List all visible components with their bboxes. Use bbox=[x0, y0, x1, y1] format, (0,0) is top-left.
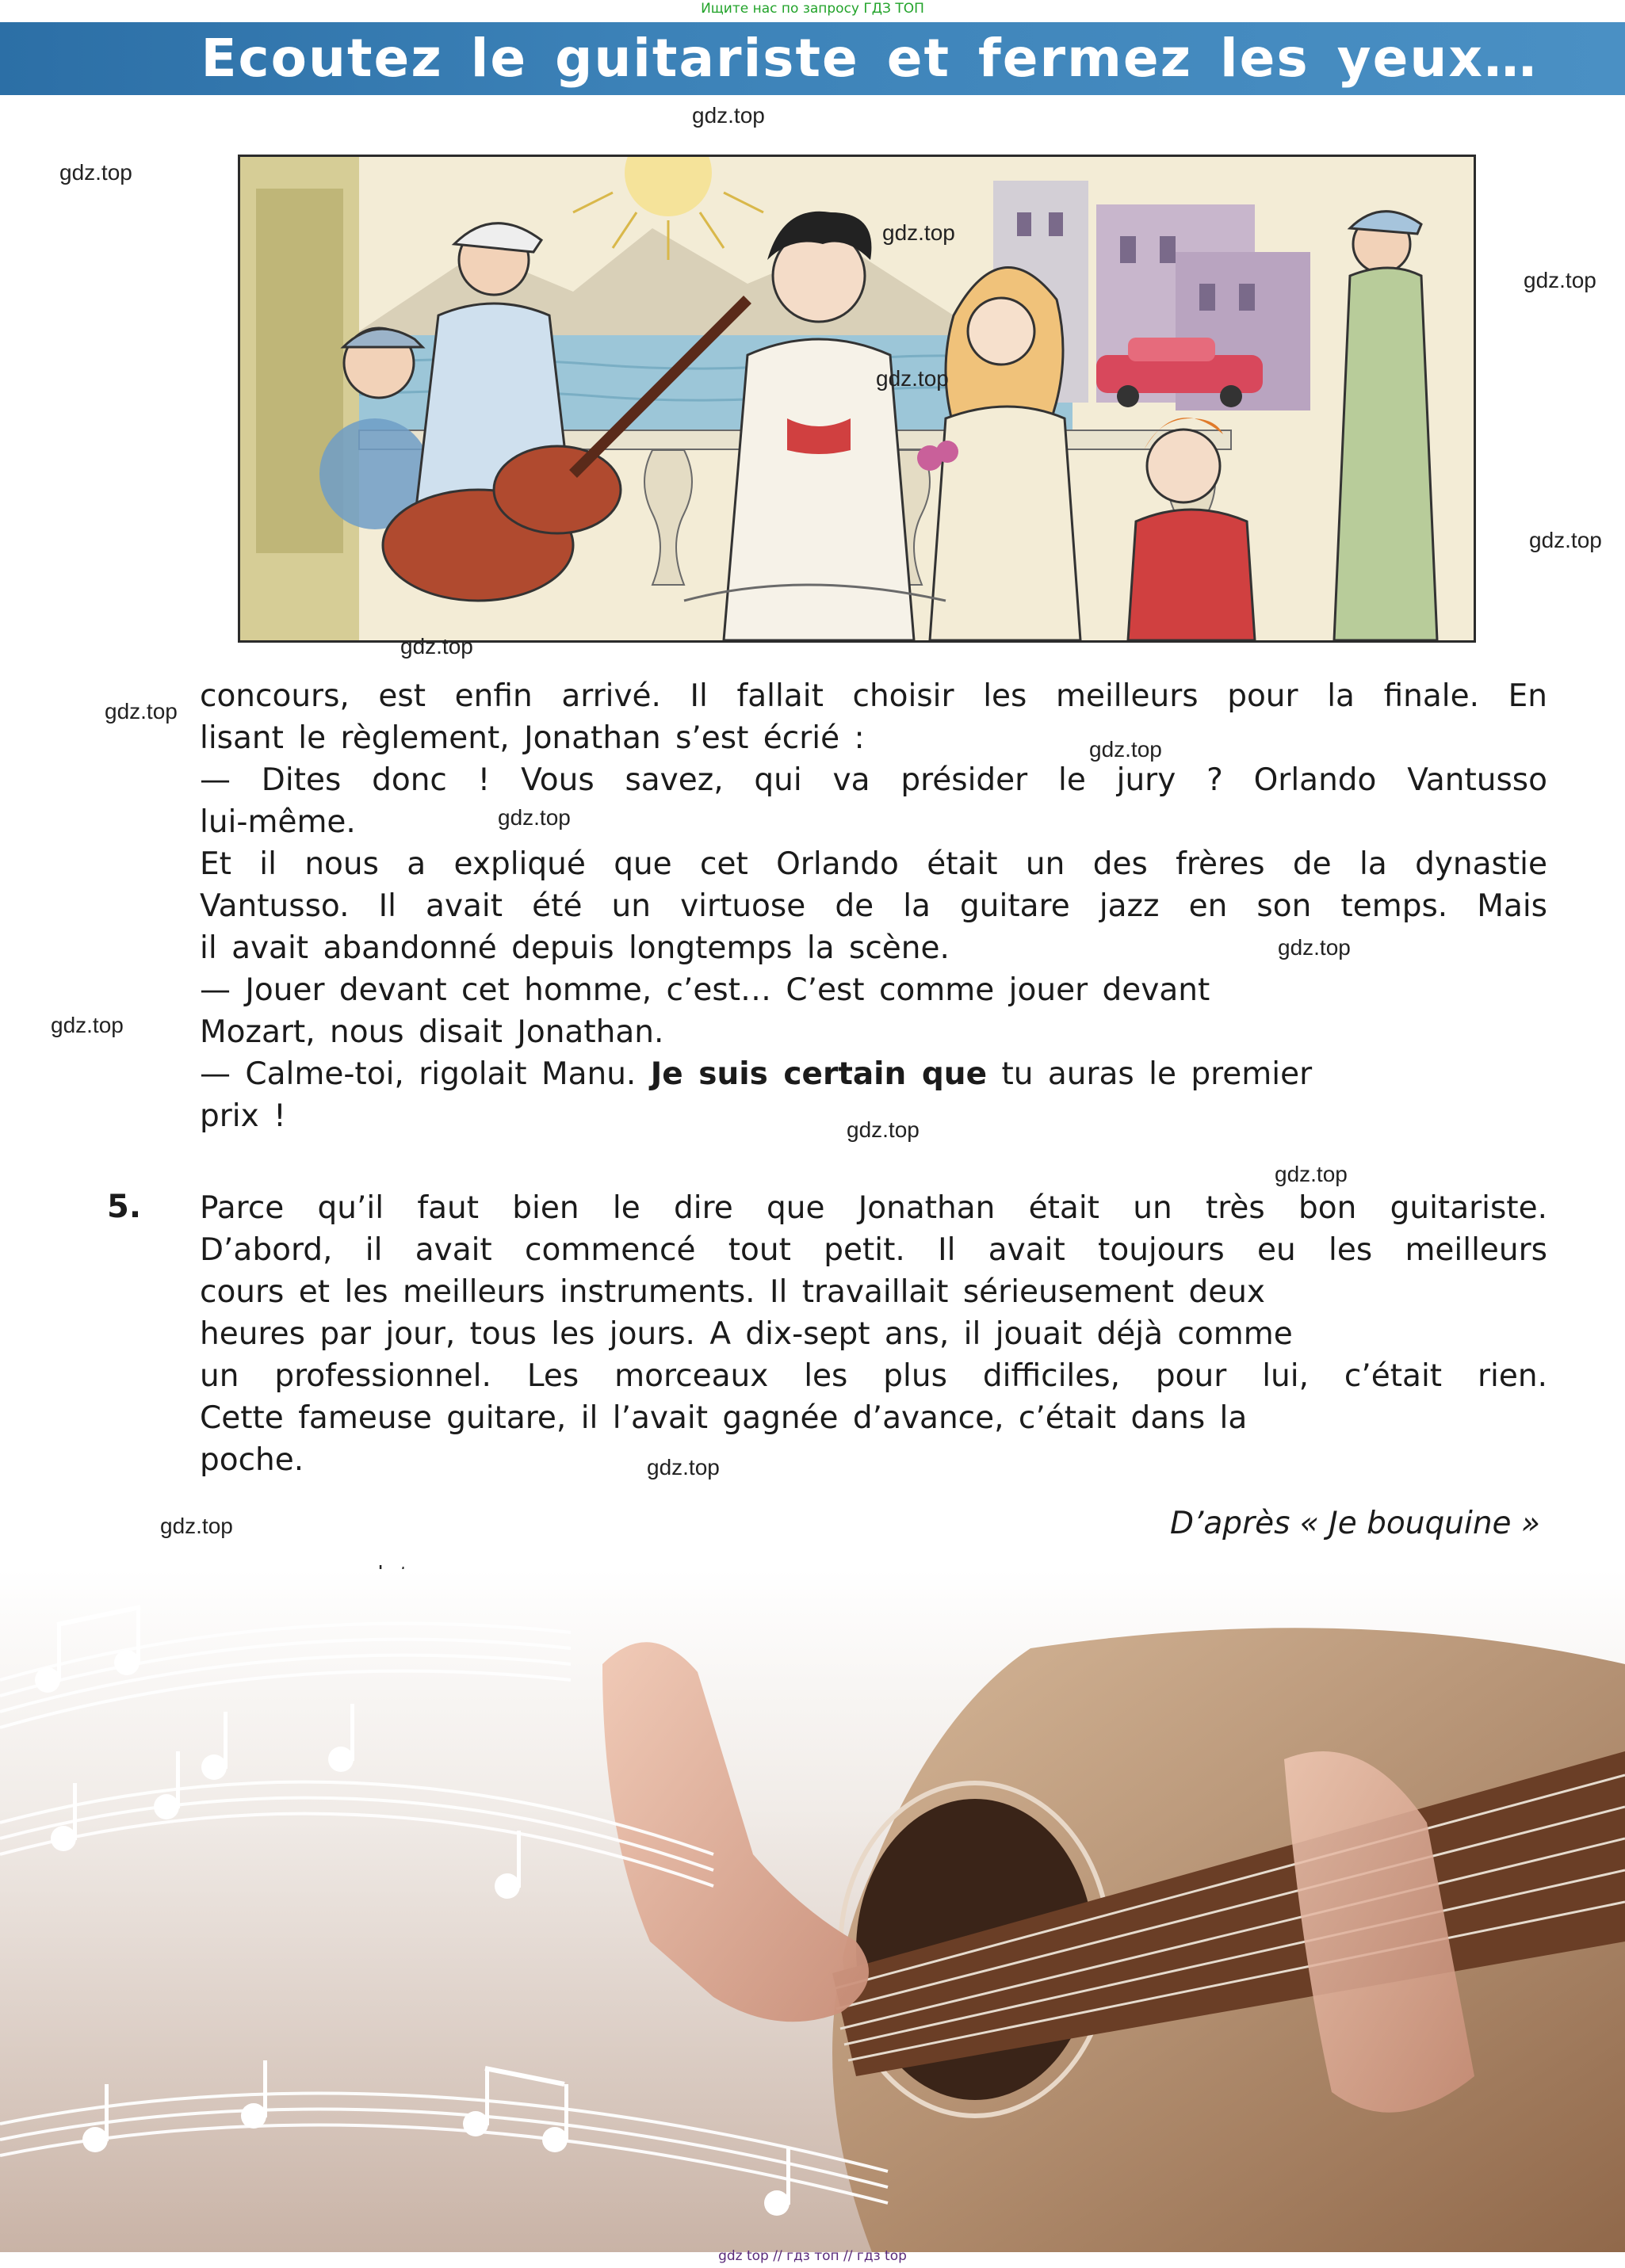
manu-line-start: — Calme-toi, rigolait Manu. bbox=[200, 1056, 637, 1092]
story-line: concours, est enfin arrivé. Il fallait choisir les meilleurs pour la finale. En bbox=[200, 678, 1547, 714]
story-line: Et il nous a expliqué que cet Orlando était un des frères de la dynastie bbox=[200, 846, 1547, 882]
manu-bold-phrase: Je suis certain que bbox=[650, 1056, 988, 1092]
watermark: gdz.top bbox=[1275, 1162, 1348, 1186]
story-line: cours et les meilleurs instruments. Il travaillait sérieusement deux bbox=[200, 1274, 1265, 1310]
story-line: poche. bbox=[200, 1442, 304, 1478]
watermark: gdz.top bbox=[59, 160, 132, 185]
story-line: prix ! bbox=[200, 1098, 286, 1134]
guitar-hand-music-notes-photo bbox=[0, 1569, 1625, 2252]
story-source: D’après « Je bouquine » bbox=[1169, 1506, 1540, 1541]
footer-note: gdz top // гдз топ // гдз top bbox=[718, 2248, 907, 2264]
watermark: gdz.top bbox=[1529, 528, 1602, 552]
story-line: il avait abandonné depuis longtemps la scène. bbox=[200, 930, 950, 966]
guitar-photo-drawing bbox=[0, 1569, 1625, 2252]
watermark: gdz.top bbox=[882, 220, 955, 245]
story-paragraph-5 bbox=[200, 1187, 1547, 1481]
illustration-drawing bbox=[240, 157, 1474, 640]
manu-line-end: tu auras le premier bbox=[1001, 1056, 1313, 1092]
story-line: Mozart, nous disait Jonathan. bbox=[200, 1014, 664, 1050]
watermark: gdz.top bbox=[498, 805, 571, 830]
watermark: gdz.top bbox=[1524, 268, 1596, 292]
story-line: Parce qu’il faut bien le dire que Jonathan était un très bon guitariste. bbox=[200, 1190, 1547, 1226]
watermark: gdz.top bbox=[1089, 737, 1162, 762]
story-line: Cette fameuse guitare, il l’avait gagnée d’avance, c’était dans la bbox=[200, 1400, 1248, 1436]
top-note: Ищите нас по запросу ГДЗ ТОП bbox=[701, 1, 924, 17]
story-line: — Dites donc ! Vous savez, qui va présider le jury ? Orlando Vantusso bbox=[200, 762, 1547, 798]
page-title: Ecoutez le guitariste et fermez les yeux… bbox=[201, 28, 1538, 89]
watermark: gdz.top bbox=[51, 1013, 124, 1037]
story-line: D’abord, il avait commencé tout petit. Il avait toujours eu les meilleurs bbox=[200, 1232, 1547, 1268]
story-line: lisant le règlement, Jonathan s’est écrié : bbox=[200, 720, 865, 756]
watermark: gdz.top bbox=[160, 1514, 233, 1538]
story-line: un professionnel. Les morceaux les plus difficiles, pour lui, c’était rien. bbox=[200, 1358, 1547, 1394]
watermark: gdz.top bbox=[647, 1455, 720, 1480]
story-line: — Jouer devant cet homme, c’est… C’est comme jouer devant bbox=[200, 972, 1210, 1008]
paragraph-number: 5. bbox=[107, 1189, 142, 1225]
guitar-concert-illustration bbox=[238, 155, 1476, 643]
watermark: gdz.top bbox=[692, 103, 765, 128]
story-line: heures par jour, tous les jours. A dix-sept ans, il jouait déjà comme bbox=[200, 1316, 1293, 1352]
story-line: Vantusso. Il avait été un virtuose de la guitare jazz en son temps. Mais bbox=[200, 888, 1547, 924]
watermark: gdz.top bbox=[847, 1117, 920, 1142]
story-line: lui-même. bbox=[200, 804, 356, 840]
watermark: gdz.top bbox=[105, 699, 178, 724]
story-intro bbox=[200, 675, 1547, 1137]
story-line-manu bbox=[200, 1053, 1547, 1095]
watermark: gdz.top bbox=[876, 366, 949, 391]
watermark: gdz.top bbox=[400, 634, 473, 659]
watermark: gdz.top bbox=[1278, 935, 1351, 960]
